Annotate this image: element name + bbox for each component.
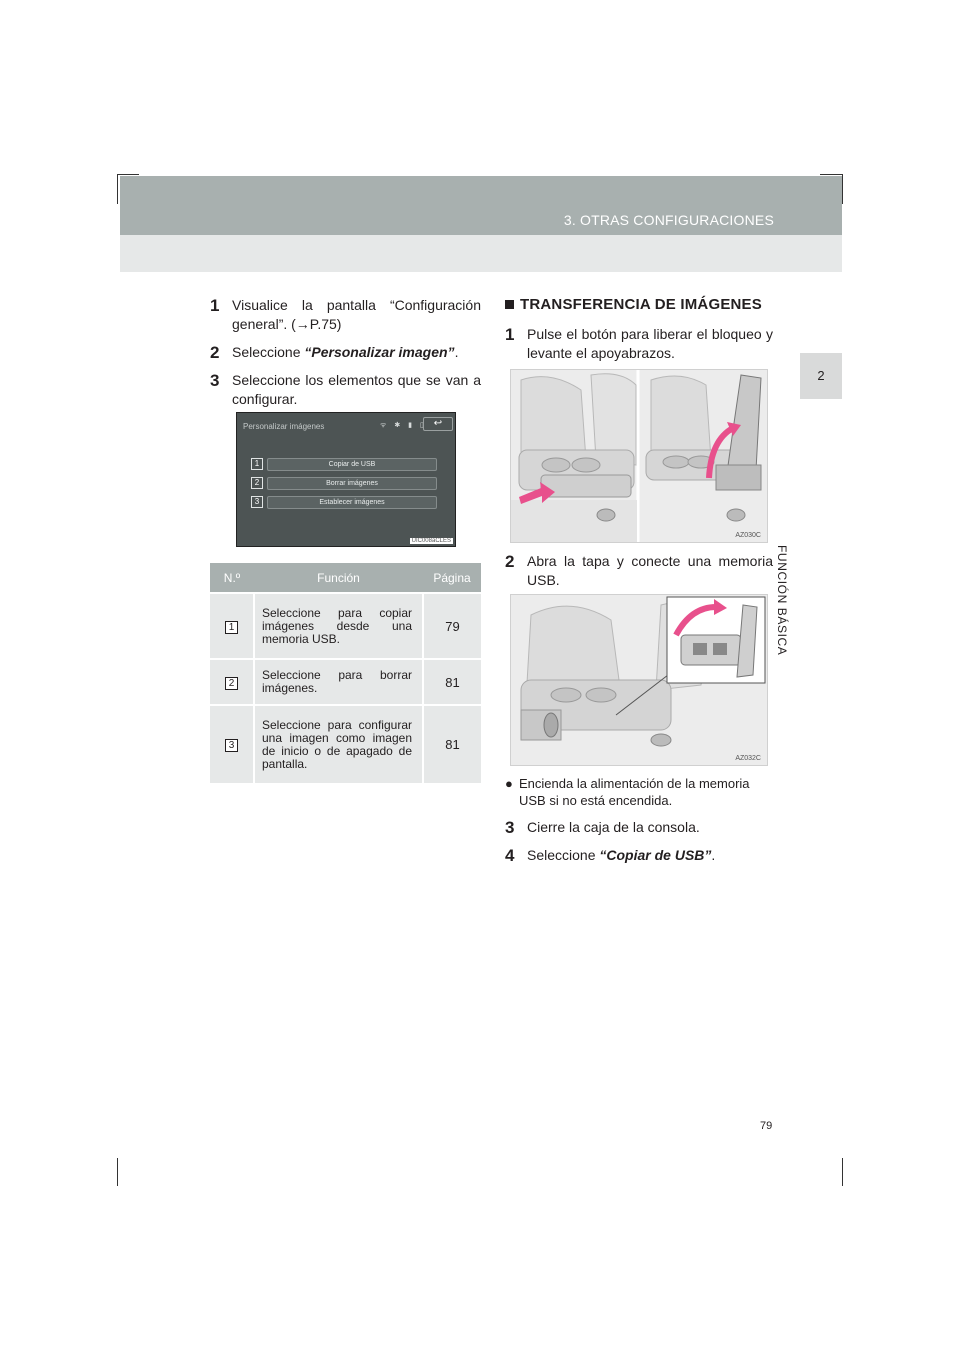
step-text: Cierre la caja de la consola. [527,819,700,835]
back-icon[interactable]: ↩ [423,417,453,431]
crop-mark [117,174,139,175]
step-text: Seleccione “Personalizar imagen”. [232,344,459,360]
step-item [505,325,773,363]
step-item [505,552,773,590]
screen-row-number: 1 [251,458,263,470]
bullet-text: Encienda la alimentación de la memoria USB si no está encendida. [519,776,750,808]
step-item [210,371,481,409]
screen-row-number: 3 [251,496,263,508]
header-subbar [120,235,842,272]
chapter-label: FUNCIÓN BÁSICA [775,545,789,656]
header-bar [120,176,842,235]
function-table [210,563,481,783]
page-number: 79 [760,1120,773,1132]
menu-option-reference: “Personalizar imagen” [304,344,455,360]
function-cell: Seleccione para copiar imágenes desde una memoria USB. [254,593,423,659]
table-row [210,593,481,659]
chapter-tab[interactable]: 2 [800,353,842,399]
crop-mark [842,174,843,204]
step-text: Abra la tapa y conecte una memoria USB. [527,553,773,588]
delete-images-button[interactable]: Borrar imágenes [267,477,437,490]
crop-mark [820,174,842,175]
image-code: AZ030C [735,532,761,539]
column-header: N.º [210,563,254,593]
step-number: 1 [210,296,220,315]
page-link[interactable]: 81 [423,659,481,705]
set-images-button[interactable]: Establecer imágenes [267,496,437,509]
step-text: Seleccione los elementos que se van a configurar. [232,372,481,407]
table-header-row [210,563,481,593]
screen-screenshot [236,412,456,547]
table-row [210,705,481,783]
table-row [210,659,481,705]
left-steps [210,296,481,418]
step-item [505,846,773,865]
step-number: 2 [505,552,515,571]
image-code: AZ032C [735,755,761,762]
step-number: 3 [210,371,220,390]
step-number: 3 [505,818,515,837]
step-number: 2 [210,343,220,362]
bullet-icon: ● [505,776,513,791]
right-step-2 [505,552,773,599]
row-number-box: 1 [225,621,238,634]
copy-usb-button[interactable]: Copiar de USB [267,458,437,471]
page-link[interactable]: 79 [423,593,481,659]
step-item [210,296,481,334]
row-number-box: 2 [225,677,238,690]
step-item [505,818,773,837]
usb-port-photo [510,594,768,766]
usb-port-illustration [511,595,768,766]
image-code: UIC008aCLES [411,538,451,544]
page-link[interactable]: 81 [423,705,481,783]
function-cell: Seleccione para configurar una imagen como imagen de inicio o de apagado de pantalla. [254,705,423,783]
section-title: 3. OTRAS CONFIGURACIONES [563,212,774,228]
armrest-illustration [511,370,768,543]
step-number: 1 [505,325,515,344]
function-cell: Seleccione para borrar imágenes. [254,659,423,705]
crop-mark [842,1158,843,1186]
column-header: Página [423,563,481,593]
menu-option-reference: “Copiar de USB” [599,847,712,863]
step-number: 4 [505,846,515,865]
crop-mark [117,1158,118,1186]
screen-title: Personalizar imágenes [243,422,325,431]
right-steps-lower [505,775,773,874]
square-bullet-icon [505,300,514,309]
row-number-box: 3 [225,739,238,752]
step-text: Seleccione “Copiar de USB”. [527,847,716,863]
column-header: Función [254,563,423,593]
section-heading: TRANSFERENCIA DE IMÁGENES [505,296,762,313]
step-item [210,343,481,362]
status-icons: ᯤ ✱ ▮ ▯ [380,422,427,429]
step-text: Visualice la pantalla “Configuración general”. (→P.75) [232,297,481,332]
screen-row-number: 2 [251,477,263,489]
armrest-photo [510,369,768,543]
note-bullet [505,775,773,809]
right-step-1 [505,325,773,372]
crop-mark [117,174,118,204]
step-text: Pulse el botón para liberar el bloqueo y levante el apoyabrazos. [527,326,773,361]
